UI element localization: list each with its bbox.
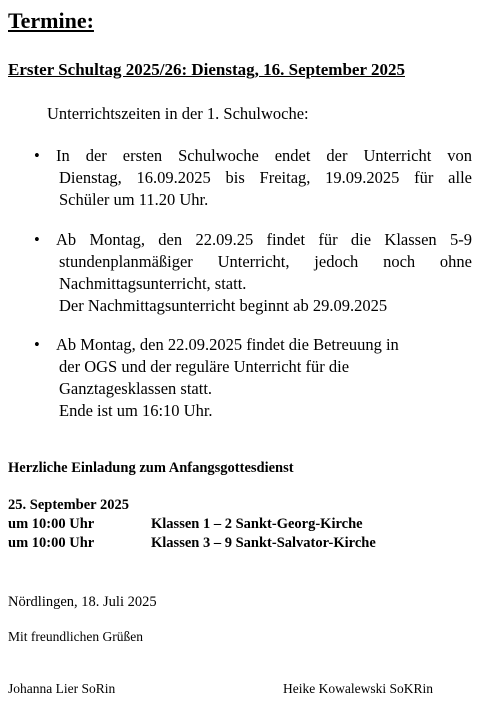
bullet-line: Ganztagesklassen statt.: [59, 379, 213, 398]
bullet-item-ogs: [34, 334, 472, 422]
service-detail: Klassen 1 – 2 Sankt-Georg-Kirche: [151, 516, 363, 532]
signature-left: Johanna Lier SoRin: [8, 681, 116, 696]
bullet-marker: •: [34, 146, 40, 165]
bullet-item-first-week: [34, 145, 472, 211]
bullet-line: Nachmittagsunterricht, statt.: [59, 274, 247, 293]
bullet-item-timetable: [34, 229, 472, 317]
bullet-line: der OGS und der reguläre Unterricht für die: [59, 357, 350, 376]
bullet-line: Schüler um 11.20 Uhr.: [59, 190, 209, 209]
bullet-line: Ende ist um 16:10 Uhr.: [59, 401, 213, 420]
closing-greeting: Mit freundlichen Grüßen: [8, 629, 143, 644]
page-heading: Termine:: [8, 8, 94, 33]
invitation-title: Herzliche Einladung zum Anfangsgottesdienst: [8, 460, 294, 476]
place-date: Nördlingen, 18. Juli 2025: [8, 594, 157, 610]
bullet-line: stundenplanmäßiger Unterricht, jedoch noch ohne: [59, 252, 472, 271]
invitation-date: 25. September 2025: [8, 497, 129, 513]
bullet-marker: •: [34, 335, 40, 354]
intro-text: Unterrichtszeiten in der 1. Schulwoche:: [47, 104, 309, 123]
service-detail: Klassen 3 – 9 Sankt-Salvator-Kirche: [151, 535, 376, 551]
bullet-marker: •: [34, 230, 40, 249]
first-school-day-heading: Erster Schultag 2025/26: Dienstag, 16. September 2025: [8, 60, 405, 79]
service-time: um 10:00 Uhr: [8, 516, 95, 532]
bullet-line: Der Nachmittagsunterricht beginnt ab 29.09.2025: [59, 296, 388, 315]
service-time: um 10:00 Uhr: [8, 535, 95, 551]
bullet-line: In der ersten Schulwoche endet der Unterricht von: [56, 146, 472, 165]
bullet-line: Ab Montag, den 22.09.2025 findet die Betreuung in: [56, 335, 399, 354]
signature-right: Heike Kowalewski SoKRin: [283, 681, 433, 696]
bullet-line: Ab Montag, den 22.09.25 findet für die Klassen 5-9: [56, 230, 472, 249]
bullet-line: Dienstag, 16.09.2025 bis Freitag, 19.09.2025 für alle: [59, 168, 472, 187]
